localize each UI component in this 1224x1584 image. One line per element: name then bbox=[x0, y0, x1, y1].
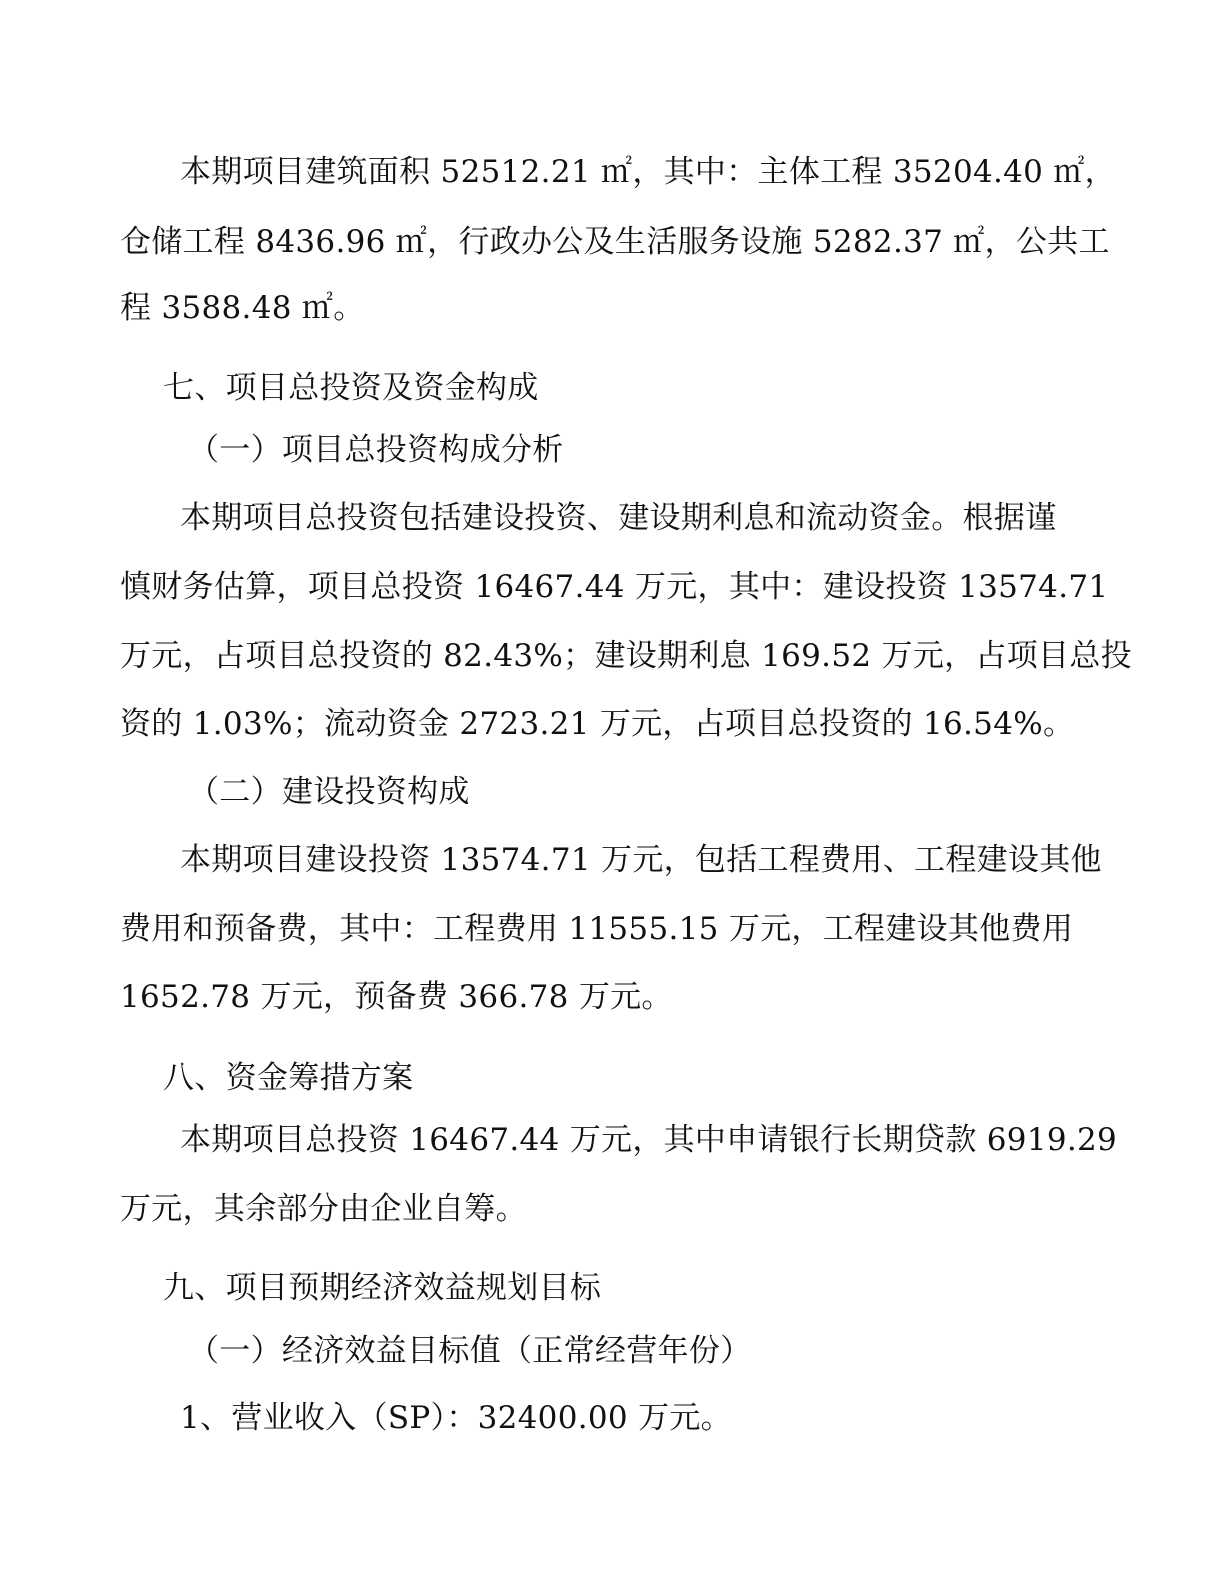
paragraph-area-line-3: 程 3588.48 ㎡。 bbox=[120, 290, 365, 326]
section-heading-9: 九、项目预期经济效益规划目标 bbox=[163, 1270, 602, 1306]
subsection-heading-7-2: （二）建设投资构成 bbox=[188, 774, 470, 810]
section-heading-8: 八、资金筹措方案 bbox=[163, 1060, 414, 1096]
paragraph-area-line-1: 本期项目建筑面积 52512.21 ㎡，其中：主体工程 35204.40 ㎡， bbox=[180, 154, 1116, 190]
paragraph-construction-line-1: 本期项目建设投资 13574.71 万元，包括工程费用、工程建设其他 bbox=[180, 842, 1102, 878]
paragraph-construction-line-3: 1652.78 万元，预备费 366.78 万元。 bbox=[120, 979, 673, 1015]
section-heading-7: 七、项目总投资及资金构成 bbox=[163, 370, 539, 406]
paragraph-investment-line-3: 万元，占项目总投资的 82.43%；建设期利息 169.52 万元，占项目总投 bbox=[120, 638, 1132, 674]
paragraph-investment-line-2: 慎财务估算，项目总投资 16467.44 万元，其中：建设投资 13574.71 bbox=[120, 569, 1109, 605]
paragraph-investment-line-1: 本期项目总投资包括建设投资、建设期利息和流动资金。根据谨 bbox=[180, 500, 1057, 536]
paragraph-funding-line-1: 本期项目总投资 16467.44 万元，其中申请银行长期贷款 6919.29 bbox=[180, 1122, 1118, 1158]
paragraph-funding-line-2: 万元，其余部分由企业自筹。 bbox=[120, 1191, 527, 1227]
list-item-revenue: 1、营业收入（SP）：32400.00 万元。 bbox=[180, 1400, 732, 1436]
paragraph-area-line-2: 仓储工程 8436.96 ㎡，行政办公及生活服务设施 5282.37 ㎡，公共工 bbox=[120, 224, 1110, 260]
paragraph-investment-line-4: 资的 1.03%；流动资金 2723.21 万元，占项目总投资的 16.54%。 bbox=[120, 706, 1075, 742]
subsection-heading-9-1: （一）经济效益目标值（正常经营年份） bbox=[188, 1333, 752, 1369]
paragraph-construction-line-2: 费用和预备费，其中：工程费用 11555.15 万元，工程建设其他费用 bbox=[120, 911, 1074, 947]
subsection-heading-7-1: （一）项目总投资构成分析 bbox=[188, 432, 564, 468]
